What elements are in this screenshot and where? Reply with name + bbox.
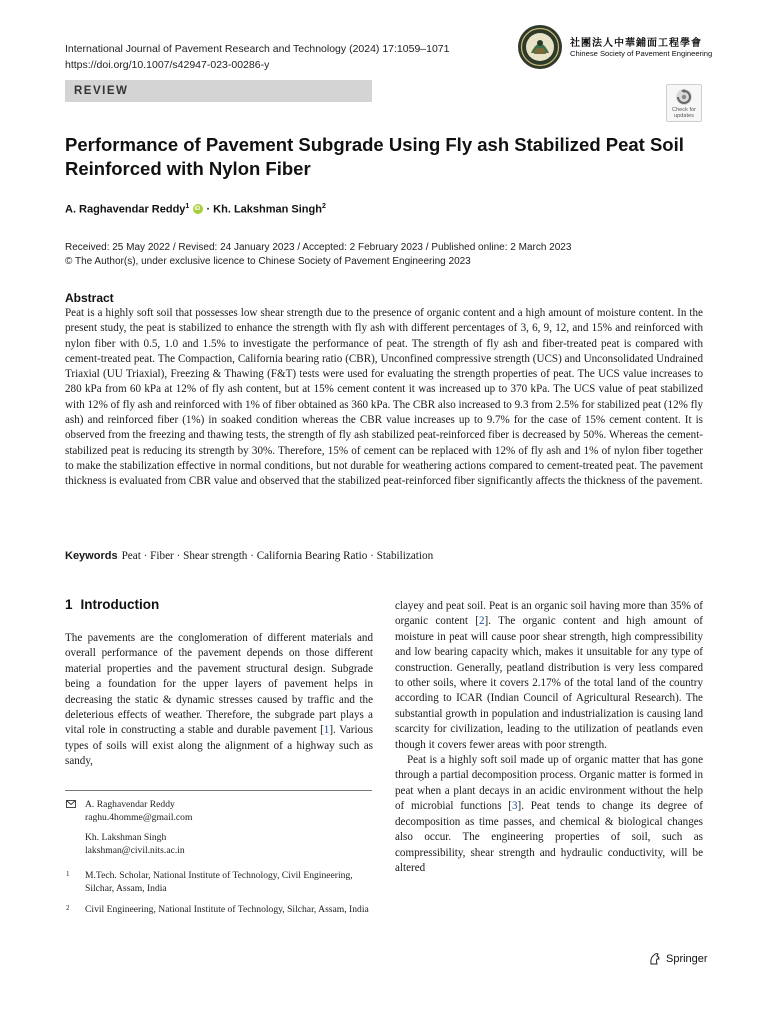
paragraph (395, 753, 703, 876)
section-number: 1 (65, 597, 73, 612)
keywords-list: Peat · Fiber · Shear strength · California Bearing Ratio · Stabilization (121, 550, 434, 562)
citation-link[interactable]: 1 (323, 724, 330, 737)
orcid-icon[interactable] (193, 204, 203, 214)
co-author-email[interactable]: lakshman@civil.nits.ac.in (85, 844, 185, 856)
paragraph-text: ]. The organic content and high amount of moisture in peat will cause poor shear strength, high compressibility and low bearing capacity which, makes it unsuitable for any type of construction. Generally, peatland distribution is very less compared to other soils, where it covers 2.17% of the total land of the country according to ICAR (Indian Council of Agricultural Research). The substantial growth in population and industrialization is causing land scarcity for civilization, leading to the utilization of peatlands even though it covers fewer areas with poor strength. (395, 615, 703, 751)
publication-history (65, 241, 571, 269)
affiliation-1-number: 1 (66, 870, 70, 878)
co-author (85, 832, 185, 857)
publisher-logo (648, 952, 708, 966)
society-logo-icon (517, 24, 563, 70)
paragraph-text: clayey and peat soil. Peat is an organic soil having more than 35% of organic content [ (395, 600, 703, 628)
author-1-affiliation: 1 (185, 203, 190, 210)
publisher-name: Springer (666, 953, 708, 965)
article-type-banner: REVIEW (65, 80, 372, 102)
history-dates: Received: 25 May 2022 / Revised: 24 January 2023 / Accepted: 2 February 2023 / Published online: 2 March 2023 (65, 242, 572, 253)
intro-text: The pavements are the conglomeration of different materials and overall performance of the pavement depends on those different material properties and the pavement structural design. Subgrade being a foundation for the upper layers of pavement helps in decreasing the static & dynamic stresses caused by traffic and the deleterious effects of weather. Therefore, the subgrade part plays a vital role in constructing a stable and durable pavement [ (65, 632, 373, 737)
intro-right-column (395, 599, 703, 876)
author-2-affiliation: 2 (321, 203, 326, 210)
co-author-name: Kh. Lakshman Singh (85, 832, 167, 843)
footnote-divider (65, 790, 372, 791)
keywords (65, 550, 705, 562)
abstract-heading: Abstract (65, 291, 114, 305)
journal-citation (65, 41, 450, 73)
author-2[interactable]: Kh. Lakshman Singh (213, 203, 322, 216)
intro-text: ]. Various types of soils will exist along the alignment of a highway such as sandy, (65, 724, 373, 768)
society-name-chinese: 社團法人中華鋪面工程學會 (570, 38, 702, 49)
corresponding-author-email[interactable]: raghu.4homme@gmail.com (85, 811, 193, 823)
society-name-english: Chinese Society of Pavement Engineering (570, 49, 713, 58)
corresponding-author (85, 799, 192, 824)
paragraph (395, 599, 703, 753)
check-updates-line2: updates (674, 113, 694, 119)
section-title: Introduction (80, 597, 160, 612)
article-title: Performance of Pavement Subgrade Using Fly ash Stabilized Peat Soil Reinforced with Nylon Fiber (65, 134, 684, 179)
check-updates-line1: Check for (672, 107, 696, 113)
email-icon (66, 800, 76, 808)
affiliation-2-number: 2 (66, 904, 70, 912)
keywords-label: Keywords (65, 550, 118, 562)
doi-link[interactable]: https://doi.org/10.1007/s42947-023-00286-y (65, 59, 270, 71)
citation-link[interactable]: 2 (478, 615, 485, 628)
abstract-text: Peat is a highly soft soil that possesses low shear strength due to the presence of organic content and a high amount of moisture content. In the present study, the peat is stabilized to enhance the strength with fly ash with different percentages of 3, 6, 9, 12, and 15% and reinforced with nylon fiber with 0.5, 1.0 and 1.5% to investigate the performance of peat. The strength of fly ash and fiber-treated peat is compared with cement-treated peat. The Compaction, California bearing ratio (CBR), Unconfined compressive strength (UCS) and Unconsolidated Undrained Triaxial (UU Triaxial), Freezing & Thawing (F&T) tests were used for evaluating the strength properties of peat. The UCS value increases to 280 kPa from 60 kPa at 12% of fly ash content, but at 15% cement content it was increased up to 370 kPa. The UCS value of peat stabilized with 12% of fly ash and reinforced with 1% of fiber obtained as 360 kPa. The CBR also increased to 9.3 from 2.5% for stabilized peat (12% fly ash) and reinforced fiber (1%) in soaked condition whereas the CBR value increases up to 9.7% for the case of 15% cement content. It is observed from the freezing and thawing tests, the strength of fly ash stabilized peat-reinforced fiber is decreased by 50%. Whereas the cement-stabilized peat is reducing its strength by 30%. Therefore, 15% of cement can be replaced with 12% of fly ash and 1% of nylon fiber together to make the stabilization effective in normal conditions, but not durable for weathering actions compared to cement-treated peat. The pavement thickness is evaluated from CBR value and observed that the stabilized peat-reinforced fiber significantly affects the thickness of the pavement. (65, 307, 703, 488)
corresponding-author-name: A. Raghavendar Reddy (85, 799, 175, 810)
author-separator: · (203, 203, 214, 216)
journal-name: International Journal of Pavement Research and Technology (2024) 17:1059–1071 (65, 43, 450, 55)
copyright-line: © The Author(s), under exclusive licence to Chinese Society of Pavement Engineering 2023 (65, 256, 471, 267)
springer-horse-icon (648, 952, 662, 966)
check-for-updates-button[interactable] (666, 84, 702, 122)
affiliation-2: Civil Engineering, National Institute of Technology, Silchar, Assam, India (85, 904, 369, 915)
citation-link[interactable]: 3 (511, 800, 518, 813)
refresh-icon (675, 88, 693, 106)
section-heading (65, 597, 159, 612)
affiliation-1: M.Tech. Scholar, National Institute of Technology, Civil Engineering, Silchar, Assam, India (85, 870, 353, 894)
intro-left-column (65, 631, 373, 770)
paragraph-text: Peat is a highly soft soil made up of organic matter that has gone through a partial decomposition process. Organic matter is formed in peat when a plant decays in an acidic environment without the help of microbial functions [ (395, 754, 703, 813)
author-1[interactable]: A. Raghavendar Reddy (65, 203, 186, 216)
paragraph-text: ]. Peat tends to change its degree of decomposition as time passes, and chemical & biological changes also occur. The engineering properties of soil, such as compressibility, shear strength and hydraulic conductivity, will be altered (395, 800, 703, 874)
author-list (65, 203, 326, 216)
